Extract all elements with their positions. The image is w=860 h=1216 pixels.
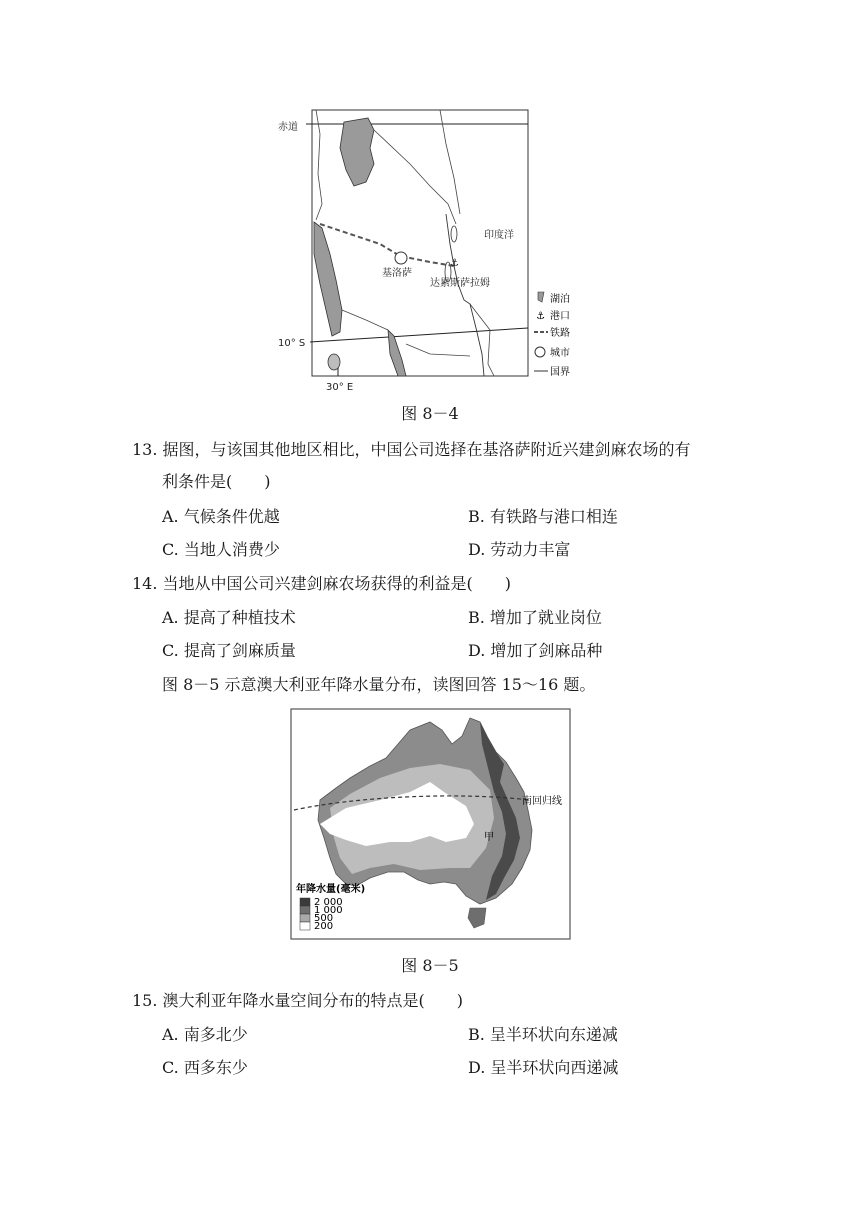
q13-option-a: A. 气候条件优越 (162, 507, 280, 526)
lake-small (328, 354, 340, 370)
port-anchor-icon: ⚓ (450, 258, 459, 269)
figure-8-4-caption: 图 8－4 (401, 404, 459, 423)
legend-title: 年降水量(毫米) (296, 884, 366, 895)
q14-option-d: D. 增加了剑麻品种 (468, 641, 603, 660)
legend-railway-label: 铁路 (550, 328, 570, 339)
legend-swatch-500 (300, 914, 310, 922)
q13-stem-line2: 利条件是( ) (162, 472, 271, 491)
lon-30e-label: 30° E (326, 382, 354, 393)
anchor-icon: ⚓ (536, 311, 545, 322)
city-kilosa-marker (395, 252, 407, 264)
jia-label: 甲 (484, 832, 494, 843)
legend-swatch-2000 (300, 898, 310, 906)
tropic-label: 南回归线 (522, 796, 562, 807)
legend-label-1000: 1 000 (314, 905, 343, 916)
legend-city-label: 城市 (550, 348, 570, 359)
q13-stem-line1: 13. 据图，与该国其他地区相比，中国公司选择在基洛萨附近兴建剑麻农场的有 (132, 440, 691, 459)
q15-option-b: B. 呈半环状向东递减 (468, 1025, 618, 1044)
q15-option-c: C. 西多东少 (162, 1058, 248, 1077)
legend-lake-label: 湖泊 (550, 294, 570, 305)
q15-option-d: D. 呈半环状向西递减 (468, 1058, 619, 1077)
q15-option-a: A. 南多北少 (162, 1025, 248, 1044)
city-kilosa-label: 基洛萨 (382, 268, 412, 279)
q15-stem: 15. 澳大利亚年降水量空间分布的特点是( ) (132, 991, 464, 1010)
lat-10s-label: 10° S (278, 338, 306, 349)
zanzibar-island (451, 226, 457, 242)
legend-swatch-1000 (300, 906, 310, 914)
equator-label: 赤道 (278, 122, 298, 133)
city-dar-label: 达累斯萨拉姆 (430, 278, 490, 289)
australia-rainfall-map (290, 708, 572, 940)
figure-8-5-caption: 图 8－5 (401, 956, 459, 975)
q14-option-b: B. 增加了就业岗位 (468, 608, 602, 627)
legend-port-label: 港口 (550, 311, 570, 322)
legend-label-200: 200 (314, 921, 334, 932)
map-legend (534, 292, 570, 378)
figure-8-5 (290, 708, 572, 940)
city-icon (535, 347, 545, 357)
lake-icon (538, 292, 544, 302)
q14-stem: 14. 当地从中国公司兴建剑麻农场获得的利益是( ) (132, 574, 512, 593)
figure-8-4 (270, 104, 590, 396)
q13-option-b: B. 有铁路与港口相连 (468, 507, 618, 526)
q13-option-d: D. 劳动力丰富 (468, 540, 571, 559)
legend-label-2000: 2 000 (314, 897, 343, 908)
q14-option-c: C. 提高了剑麻质量 (162, 641, 296, 660)
legend-label-500: 500 (314, 913, 334, 924)
q14-option-a: A. 提高了种植技术 (162, 608, 296, 627)
q13-option-c: C. 当地人消费少 (162, 540, 280, 559)
ocean-label: 印度洋 (484, 230, 514, 241)
tanzania-map (270, 104, 590, 396)
legend-swatch-200 (300, 922, 310, 930)
intro-q15-16: 图 8－5 示意澳大利亚年降水量分布，读图回答 15～16 题。 (162, 675, 596, 694)
legend-border-label: 国界 (550, 367, 570, 378)
